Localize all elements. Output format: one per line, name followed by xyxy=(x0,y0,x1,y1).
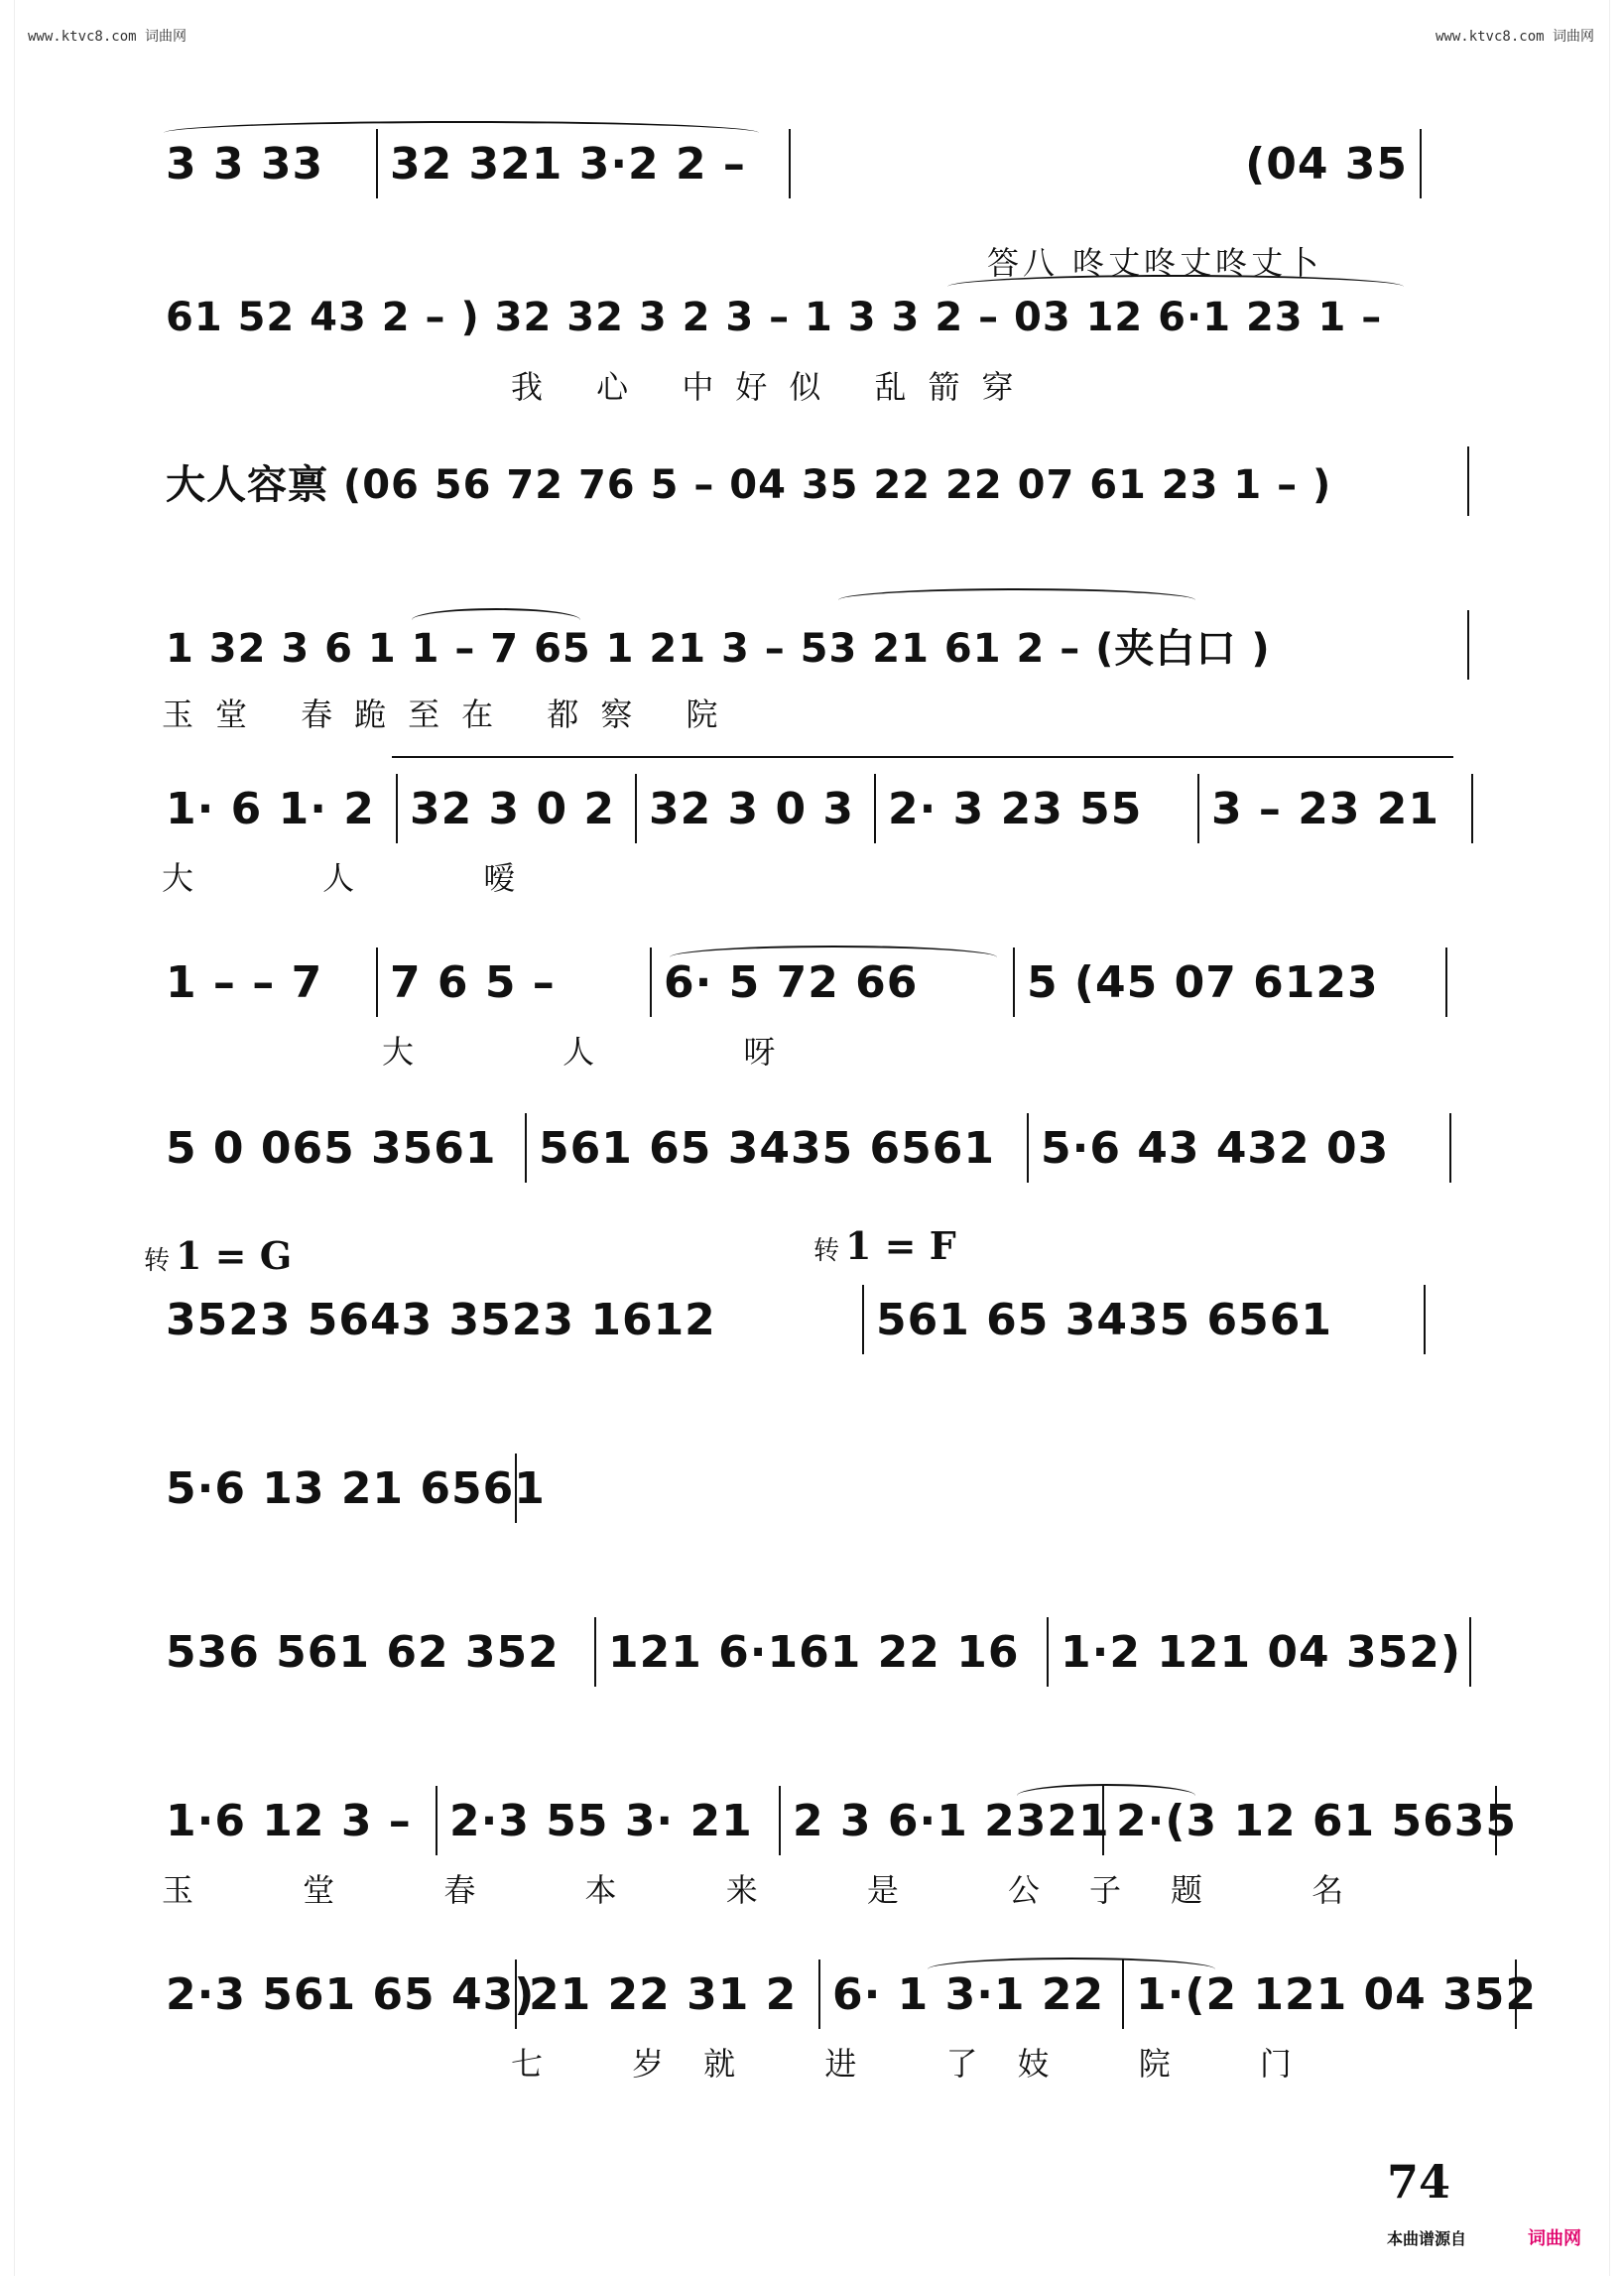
measure: 5 (45 07 6123 xyxy=(1015,948,1447,1017)
score-sheet xyxy=(144,79,1537,2083)
measure: 32 3 0 3 xyxy=(637,774,876,843)
note-row xyxy=(154,610,1469,680)
measure: 2·(3 12 61 5635 xyxy=(1104,1786,1497,1855)
measure: 561 65 3435 6561 xyxy=(864,1285,1426,1354)
lyrics-row: 答八 咚丈咚丈咚丈卜 xyxy=(987,244,1323,282)
score-line-9 xyxy=(154,1454,1463,1563)
lyrics-row: 大 人 嗳 xyxy=(162,859,575,897)
score-line-1 xyxy=(154,129,1463,282)
note-row xyxy=(154,1113,1451,1183)
measure: 2·3 561 65 43) xyxy=(154,1960,517,2029)
header-watermark-left: www.ktvc8.com 词曲网 xyxy=(28,29,187,45)
note-row xyxy=(154,283,1457,352)
note-row xyxy=(154,446,1469,516)
measure: 2·3 55 3· 21 xyxy=(437,1786,781,1855)
note-row xyxy=(154,1786,1517,1855)
measure: 1·(2 121 04 352 xyxy=(1124,1960,1517,2029)
lyrics-row: 大 人 呀 xyxy=(382,1033,845,1071)
key-change-f: 转 1 = F xyxy=(813,1223,956,1268)
page-number: 74 xyxy=(1387,2155,1451,2209)
measure: 1· 6 1· 2 xyxy=(154,774,398,843)
score-line-11 xyxy=(154,1786,1517,1909)
left-margin-strip xyxy=(0,0,15,2276)
key-change-g: 转 1 = G xyxy=(144,1233,293,1278)
lyrics-row: 我 心 中好似 乱箭穿 xyxy=(511,368,1036,406)
score-line-12 xyxy=(154,1960,1537,2083)
note-row xyxy=(154,1960,1537,2029)
measure: 32 3 0 2 xyxy=(398,774,637,843)
score-line-6 xyxy=(154,948,1463,1071)
measure: 3523 5643 3523 1612 xyxy=(154,1285,864,1354)
score-line-10 xyxy=(154,1617,1463,1726)
header-watermark-right: www.ktvc8.com 词曲网 xyxy=(1435,29,1594,45)
note-row xyxy=(154,129,1422,198)
score-line-5 xyxy=(154,774,1463,897)
note-row xyxy=(154,948,1447,1017)
measure: 536 561 62 352 xyxy=(154,1617,596,1687)
measure: 6· 5 72 66 xyxy=(652,948,1015,1017)
measure: 1·6 12 3 – xyxy=(154,1786,437,1855)
score-line-3 xyxy=(154,446,1463,556)
measure: 3 – 23 21 xyxy=(1199,774,1473,843)
phrase-slur xyxy=(838,588,1195,612)
measure: 1·2 121 04 352) xyxy=(1049,1617,1471,1687)
note-row xyxy=(154,1285,1426,1354)
score-line-8 xyxy=(144,1223,1463,1394)
measure: 5 0 065 3561 xyxy=(154,1113,527,1183)
score-line-2 xyxy=(154,283,1463,406)
measure: 6· 1 3·1 22 xyxy=(820,1960,1124,2029)
lyrics-row: 七 岁就 进 了妓 院 门 xyxy=(511,2045,1331,2083)
brand-link[interactable]: 词曲网 xyxy=(1528,2228,1581,2249)
note-row xyxy=(154,774,1473,843)
score-line-7 xyxy=(154,1113,1463,1222)
measure: 3 3 33 xyxy=(154,129,378,198)
measure: 61 52 43 2 – ) 32 32 3 2 3 – 1 3 3 2 – 03 12 6·1 23 1 – xyxy=(166,295,1383,340)
measure: 1 – – 7 xyxy=(154,948,378,1017)
source-label: 本曲谱源自 xyxy=(1387,2229,1467,2248)
measure: 7 6 5 – xyxy=(378,948,652,1017)
measure: 5·6 13 21 6561 xyxy=(154,1454,517,1523)
measure: 561 65 3435 6561 xyxy=(527,1113,1029,1183)
measure: 121 6·161 22 16 xyxy=(596,1617,1049,1687)
measure: 32 321 3·2 2 – xyxy=(378,129,791,198)
measure: 2· 3 23 55 xyxy=(876,774,1199,843)
lyrics-row: 玉 堂 春 本 来 是 公子题 名 xyxy=(162,1871,1394,1909)
note-row xyxy=(154,1454,546,1523)
measure: 大人容禀 (06 56 72 76 5 – 04 35 22 22 07 61 23 1 – ) xyxy=(154,446,1469,516)
lyrics-row: 玉堂 春跪至在 都察 院 xyxy=(162,695,740,733)
measure: (04 35 xyxy=(791,129,1422,198)
measure: 5·6 43 432 03 xyxy=(1029,1113,1451,1183)
measure: 2 3 6·1 2321 xyxy=(781,1786,1104,1855)
measure: 1 32 3 6 1 1 – 7 65 1 21 3 – 53 21 61 2 – (夹白口 ) xyxy=(154,610,1469,680)
score-line-4 xyxy=(154,610,1463,733)
note-row xyxy=(154,1617,1471,1687)
measure: 21 22 31 2 xyxy=(517,1960,820,2029)
right-margin-strip xyxy=(1609,0,1624,2276)
